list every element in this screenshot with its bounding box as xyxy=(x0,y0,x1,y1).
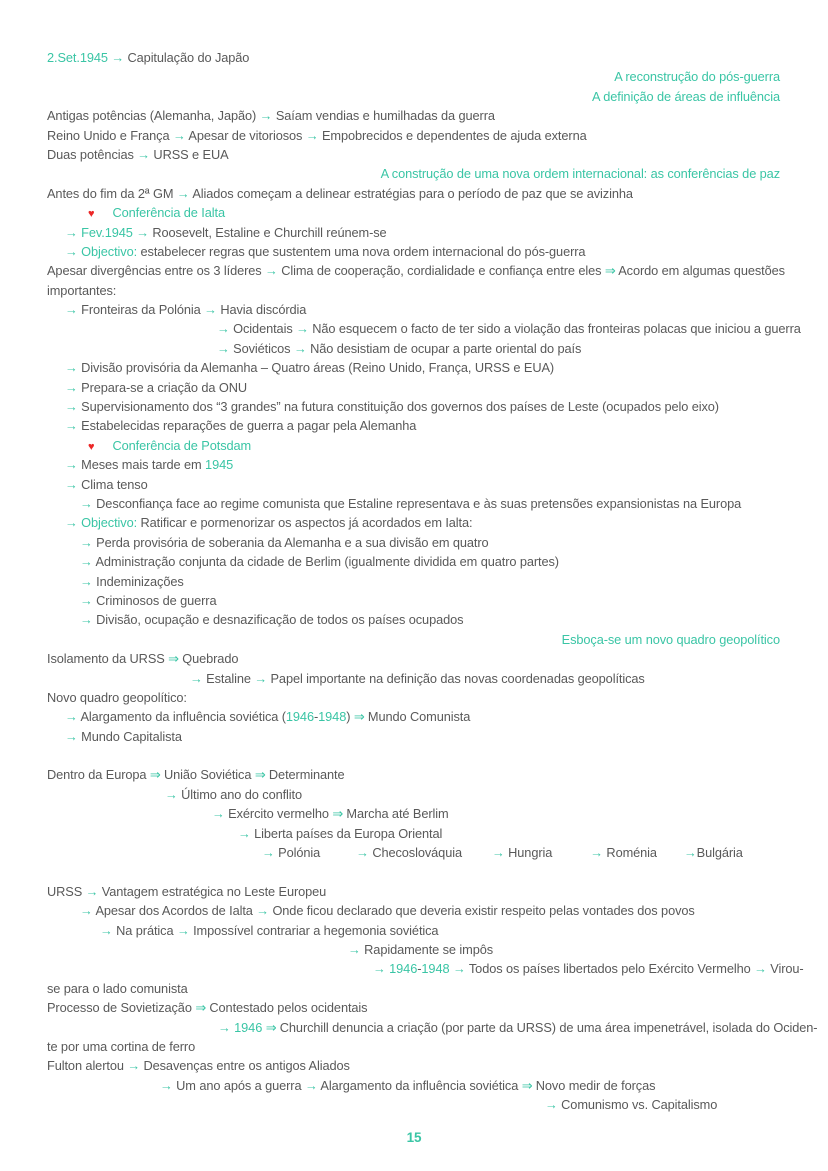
accent-text: A construção de uma nova ordem internacional: as conferências de paz xyxy=(380,166,780,182)
accent-text: → xyxy=(590,845,607,861)
accent-text: → xyxy=(238,825,255,841)
note-line xyxy=(0,397,828,416)
note-line xyxy=(0,804,828,823)
body-text: Rapidamente se impôs xyxy=(364,941,494,957)
accent-text: ⇒ xyxy=(353,709,368,725)
body-text: - xyxy=(417,961,422,977)
accent-text: → xyxy=(111,50,128,65)
accent-text: → xyxy=(683,845,697,861)
body-text: - xyxy=(313,709,319,725)
accent-text: → xyxy=(65,728,82,744)
note-line xyxy=(0,475,828,494)
accent-text: → xyxy=(259,108,276,124)
body-text: Criminosos de guerra xyxy=(96,592,217,608)
note-line xyxy=(0,727,828,746)
note-line xyxy=(0,824,828,843)
note-line xyxy=(0,184,828,203)
accent-text: → xyxy=(80,554,96,570)
body-text: Checoslováquia xyxy=(372,845,462,861)
body-text: Comunismo vs. Capitalismo xyxy=(561,1097,718,1113)
body-text: Aliados começam a delinear estratégias para o período de paz que se avizinha xyxy=(192,185,633,201)
body-text: Meses mais tarde em xyxy=(81,457,206,473)
body-text: Estaline xyxy=(206,670,255,686)
section-title xyxy=(0,87,828,106)
accent-text: → xyxy=(65,302,82,318)
note-line xyxy=(0,416,828,435)
note-line xyxy=(0,513,828,532)
accent-text: → xyxy=(80,534,97,550)
accent-text: → 1946 xyxy=(218,1019,266,1035)
accent-text: → xyxy=(80,612,97,628)
note-line xyxy=(0,339,828,358)
body-text: Roosevelt, Estaline e Churchill reúnem-se xyxy=(152,224,387,240)
accent-text: A reconstrução do pós-guerra xyxy=(614,69,780,85)
note-line xyxy=(0,921,828,940)
accent-text: → xyxy=(296,321,313,337)
body-text: Churchill denuncia a criação (por parte da URSS) de uma área impenetrável, isolada do Ociden- xyxy=(279,1019,818,1035)
spacer xyxy=(320,856,356,857)
spacer xyxy=(657,856,684,857)
accent-text: ⇒ xyxy=(332,806,347,822)
body-text: Mundo Capitalista xyxy=(81,728,182,744)
body-text: Polónia xyxy=(278,845,321,861)
body-text: Supervisionamento dos “3 grandes” na futura constituição dos governos dos países de Leste (ocupados pelo eixo) xyxy=(81,399,719,415)
note-line xyxy=(0,552,828,571)
body-text: Capitulação do Japão xyxy=(127,50,250,65)
body-text: Perda provisória de soberania da Alemanha e a sua divisão em quatro xyxy=(96,534,489,550)
accent-text: Conferência de Potsdam xyxy=(112,437,252,453)
note-line xyxy=(0,572,828,591)
accent-text: → xyxy=(217,340,234,356)
accent-text: → xyxy=(80,573,97,589)
body-text: Último ano do conflito xyxy=(181,786,303,802)
accent-text: → xyxy=(176,185,193,201)
note-line xyxy=(0,1037,828,1056)
note-line xyxy=(0,48,828,67)
accent-text: → xyxy=(160,1077,177,1093)
page-number: 15 xyxy=(406,1130,422,1145)
accent-text: → xyxy=(348,941,365,957)
body-text: Um ano após a guerra xyxy=(176,1077,305,1093)
body-text: Divisão, ocupação e desnazificação de todos os países ocupados xyxy=(96,612,464,628)
spacer xyxy=(94,216,112,217)
body-text: Antigas potências (Alemanha, Japão) xyxy=(47,108,260,124)
accent-text: → xyxy=(65,360,82,376)
accent-text: → xyxy=(754,961,771,977)
note-line xyxy=(0,494,828,513)
body-text: Todos os países libertados pelo Exército Vermelho xyxy=(468,961,755,977)
body-text: Alargamento da influência soviética xyxy=(320,1077,522,1093)
country-list-line xyxy=(0,843,828,862)
accent-text: ⇒ xyxy=(254,767,269,783)
accent-text: → xyxy=(65,379,82,395)
note-line xyxy=(0,1076,828,1095)
body-text: Desavenças entre os antigos Aliados xyxy=(143,1058,350,1074)
body-text: Empobrecidos e dependentes de ajuda externa xyxy=(321,127,587,143)
accent-text: A definição de áreas de influência xyxy=(592,88,780,104)
accent-text: → Fev.1945 → xyxy=(65,224,153,240)
body-text: Roménia xyxy=(606,845,657,861)
body-text: Desconfiança face ao regime comunista que Estaline representava e às suas pretensões expansionistas na Europa xyxy=(96,495,742,511)
body-text: Apesar de vitoriosos xyxy=(188,127,306,143)
accent-text: → xyxy=(85,883,102,899)
body-text: Mundo Comunista xyxy=(367,709,471,725)
note-line xyxy=(0,959,828,978)
accent-text: → xyxy=(256,903,273,919)
body-text: Antes do fim da 2ª GM xyxy=(47,185,177,201)
accent-text: → xyxy=(80,592,97,608)
accent-text: 1945 xyxy=(205,457,234,473)
accent-text: → xyxy=(204,302,221,318)
body-text: Bulgária xyxy=(696,845,743,861)
section-title xyxy=(0,630,828,649)
body-text: URSS xyxy=(47,883,86,899)
body-text: Contestado pelos ocidentais xyxy=(209,1000,368,1016)
body-text: Novo medir de forças xyxy=(535,1077,656,1093)
accent-text: → xyxy=(305,127,322,143)
body-text: Acordo em algumas questões xyxy=(618,263,785,279)
heart-icon: ♥ xyxy=(88,208,95,221)
accent-text: → xyxy=(212,806,229,822)
note-line xyxy=(0,882,828,901)
accent-text: → xyxy=(172,127,189,143)
accent-text: ⇒ xyxy=(149,767,164,783)
body-text: Impossível contrariar a hegemonia soviética xyxy=(193,922,439,938)
accent-text: ⇒ xyxy=(265,1019,280,1035)
accent-text: → xyxy=(356,845,373,861)
body-text: Prepara-se a criação da ONU xyxy=(81,379,248,395)
note-line xyxy=(0,940,828,959)
note-line xyxy=(0,261,828,280)
spacer xyxy=(552,856,590,857)
accent-text: → xyxy=(176,922,194,938)
body-text: importantes: xyxy=(47,282,117,298)
accent-text: → Objectivo: xyxy=(65,515,141,531)
body-text: Alargamento da influência soviética ( xyxy=(80,709,286,725)
body-text: Apesar divergências entre os 3 líderes xyxy=(47,263,266,279)
note-line xyxy=(0,378,828,397)
body-text: Dentro da Europa xyxy=(47,767,150,783)
accent-text: → xyxy=(65,709,81,725)
section-title xyxy=(0,67,828,86)
blank-line xyxy=(0,862,828,881)
accent-text: 1946 xyxy=(285,709,314,725)
body-text: te por uma cortina de ferro xyxy=(47,1038,196,1054)
note-line xyxy=(0,765,828,784)
body-text: Não esquecem o facto de ter sido a violação das fronteiras polacas que iniciou a guerra xyxy=(312,321,801,337)
body-text: Virou- xyxy=(770,961,804,977)
accent-text: → xyxy=(100,922,117,938)
note-line xyxy=(0,688,828,707)
accent-text: ⇒ xyxy=(521,1077,536,1093)
body-text: Clima de cooperação, cordialidade e confiança entre eles xyxy=(281,263,605,279)
accent-text: → xyxy=(65,418,82,434)
body-text: Soviéticos xyxy=(233,340,294,356)
body-text: Havia discórdia xyxy=(220,302,307,318)
accent-text: → xyxy=(137,146,154,162)
body-text: Ratificar e pormenorizar os aspectos já acordados em Ialta: xyxy=(140,515,473,531)
accent-text: → xyxy=(190,670,207,686)
body-text: Papel importante na definição das novas coordenadas geopolíticas xyxy=(270,670,645,686)
accent-text: Esboça-se um novo quadro geopolítico xyxy=(561,631,780,647)
accent-text: → xyxy=(165,786,182,802)
body-text: Administração conjunta da cidade de Berlim (igualmente dividida em quatro partes) xyxy=(95,554,559,570)
note-line xyxy=(0,785,828,804)
body-text: Duas potências xyxy=(47,146,138,162)
body-text: Na prática xyxy=(116,922,177,938)
body-text: Liberta países da Europa Oriental xyxy=(254,825,443,841)
note-line xyxy=(0,106,828,125)
accent-text: → 1946 xyxy=(373,961,418,977)
body-text: Fulton alertou xyxy=(47,1058,128,1074)
section-title xyxy=(0,164,828,183)
body-text: Reino Unido e França xyxy=(47,127,173,143)
accent-text: ⇒ xyxy=(168,651,183,667)
note-line xyxy=(0,281,828,300)
note-line xyxy=(0,1095,828,1114)
accent-text: ⇒ xyxy=(604,263,619,279)
note-line xyxy=(0,901,828,920)
body-text: URSS e EUA xyxy=(153,146,229,162)
body-text: Exército vermelho xyxy=(228,806,333,822)
note-line xyxy=(0,979,828,998)
accent-text: 1948 xyxy=(421,961,450,977)
note-line xyxy=(0,126,828,145)
spacer xyxy=(462,856,492,857)
accent-text: Conferência de Ialta xyxy=(112,205,225,221)
accent-text: 1948 xyxy=(318,709,347,725)
body-text: Isolamento da URSS xyxy=(47,651,169,667)
body-text: Indeminizações xyxy=(96,573,184,589)
note-line xyxy=(0,300,828,319)
note-line xyxy=(0,242,828,261)
body-text: Saíam vendias e humilhadas da guerra xyxy=(275,108,495,124)
body-text: Marcha até Berlim xyxy=(346,806,449,822)
accent-text: 2.Set.1945 xyxy=(47,50,112,65)
accent-text: → xyxy=(65,476,82,492)
note-line xyxy=(0,669,828,688)
note-line xyxy=(0,707,828,726)
accent-text: → xyxy=(80,495,97,511)
body-text: Processo de Sovietização xyxy=(47,1000,196,1016)
accent-text: → xyxy=(491,845,509,861)
body-text: Novo quadro geopolítico: xyxy=(47,689,187,705)
accent-text: → xyxy=(127,1058,144,1074)
note-line xyxy=(0,1056,828,1075)
spacer xyxy=(94,449,112,450)
body-text: se para o lado comunista xyxy=(47,980,188,996)
body-text: Apesar dos Acordos de Ialta xyxy=(95,903,257,919)
accent-text: → xyxy=(65,457,82,473)
accent-text: → xyxy=(449,961,469,977)
body-text: Não desistiam de ocupar a parte oriental do país xyxy=(310,340,582,356)
note-line xyxy=(0,591,828,610)
accent-text: → xyxy=(293,340,311,356)
note-line xyxy=(0,998,828,1017)
body-text: ) xyxy=(346,709,354,725)
body-text: União Soviética xyxy=(163,767,255,783)
body-text: Vantagem estratégica no Leste Europeu xyxy=(101,883,327,899)
accent-text: → xyxy=(80,903,96,919)
conference-heading xyxy=(0,203,828,222)
body-text: Determinante xyxy=(268,767,345,783)
note-line xyxy=(0,358,828,377)
accent-text: → xyxy=(217,321,234,337)
body-text: Hungria xyxy=(508,845,553,861)
accent-text: → Objectivo: xyxy=(65,243,141,259)
accent-text: → xyxy=(304,1077,321,1093)
note-line xyxy=(0,319,828,338)
accent-text: → xyxy=(545,1097,562,1113)
body-text: Divisão provisória da Alemanha – Quatro áreas (Reino Unido, França, URSS e EUA) xyxy=(81,360,555,376)
accent-text: → xyxy=(265,263,282,279)
body-text: estabelecer regras que sustentem uma nova ordem internacional do pós-guerra xyxy=(140,243,586,259)
conference-heading xyxy=(0,436,828,455)
body-text: Clima tenso xyxy=(81,476,148,492)
body-text: Fronteiras da Polónia xyxy=(81,302,205,318)
body-text: Onde ficou declarado que deveria existir respeito pelas vontades dos povos xyxy=(272,903,695,919)
body-text: Estabelecidas reparações de guerra a pagar pela Alemanha xyxy=(81,418,417,434)
body-text: Ocidentais xyxy=(233,321,297,337)
note-line xyxy=(0,610,828,629)
heart-icon: ♥ xyxy=(88,440,95,453)
accent-text: → xyxy=(65,399,82,415)
accent-text: ⇒ xyxy=(195,1000,210,1016)
note-line xyxy=(0,533,828,552)
note-line xyxy=(0,1018,828,1037)
accent-text: → xyxy=(254,670,271,686)
body-text: Quebrado xyxy=(182,651,239,667)
blank-line xyxy=(0,746,828,765)
note-line xyxy=(0,455,828,474)
note-line xyxy=(0,145,828,164)
accent-text: → xyxy=(262,845,279,861)
note-line xyxy=(0,223,828,242)
note-line xyxy=(0,649,828,668)
